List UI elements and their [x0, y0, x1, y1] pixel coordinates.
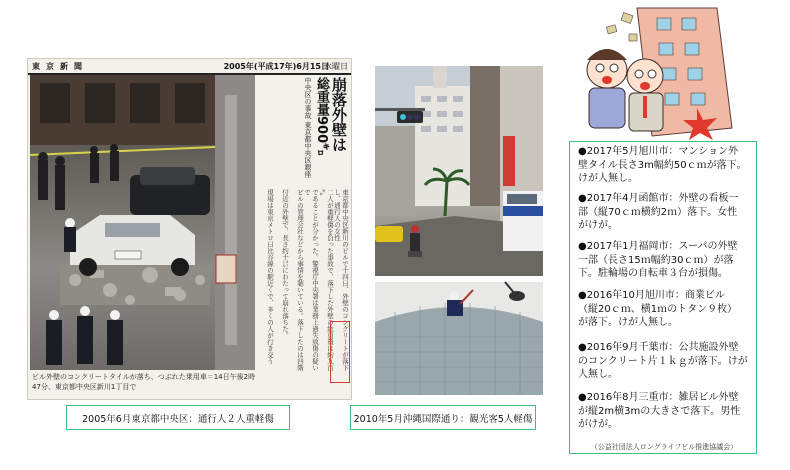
incident-line: ●2016年10月旭川市：商業ビル — [578, 290, 725, 301]
falling-tile-cartoon — [567, 8, 747, 141]
photo-caption: ビル外壁のコンクリートタイルが落ち、つぶれた乗用車＝14日午後2時47分、東京都中央区新川1丁目で — [32, 373, 256, 391]
incident-item — [578, 391, 754, 432]
incident-line: がけが。 — [578, 419, 618, 430]
incident-line: ●2017年5月旭川市：マンション外 — [578, 146, 739, 157]
incident-line: ●2017年4月函館市：外壁の看板一 — [578, 193, 739, 204]
incident-line: がけが。 — [578, 220, 618, 231]
headline-sub: 総重量900㌔ — [314, 77, 329, 157]
article-column: ビルの管理会社などから事情を聴いている。落下したのは四階 — [296, 189, 304, 371]
incident-line: が落下。けが人無し。 — [578, 317, 678, 328]
newspaper-clipping — [27, 58, 352, 400]
article-column: 二人が重軽傷を負った事故で、落下した外壁の総重量は約九百㌔ — [318, 189, 334, 371]
highlight-box — [330, 321, 350, 383]
incident-line: のコンクリート片１ｋｇが落下。けが — [578, 355, 748, 367]
incident-item — [578, 289, 754, 330]
incident-line: 部（縦70ｃｍ横約2ｍ）落下。女性 — [578, 206, 738, 218]
caption-tokyo-2005: 2005年6月東京都中央区：通行人２人重軽傷 — [66, 405, 290, 430]
incident-line: ●2016年9月千葉市：公共施設外壁 — [578, 342, 739, 353]
incident-line: 人無し。 — [578, 369, 618, 380]
incident-line: が縦2m横3mの大きさで落下。男性 — [578, 405, 741, 417]
headline-main: 崩落外壁は — [330, 77, 348, 152]
incident-line: 一部（長さ15ｍ幅約30ｃｍ）が落 — [578, 254, 734, 266]
incident-item — [578, 145, 754, 186]
headline-block — [298, 77, 348, 187]
incident-list — [569, 141, 757, 454]
incident-line: （縦20ｃｍ、横1ｍのトタン９枚） — [578, 303, 738, 315]
caption-okinawa-2010: 2010年5月沖縄国際通り：観光客5人軽傷 — [350, 405, 536, 430]
newspaper-masthead — [28, 59, 351, 73]
incident-item — [578, 240, 754, 281]
incident-line: ●2017年1月福岡市：スーパの外壁 — [578, 241, 738, 252]
accident-photo — [30, 75, 255, 370]
incident-item — [578, 341, 754, 382]
okinawa-street-photo — [375, 66, 543, 276]
incident-line: けが人無し。 — [578, 173, 638, 184]
article-column: 現場は東京メトロ日比谷線の駅近くで、多くの人が行き交う — [266, 189, 274, 365]
wall-inspection-photo — [375, 282, 543, 395]
headline-kicker: 中央区の事故 東京都中央区銀座 — [304, 77, 312, 178]
article-column: 東京都中央区新川のビルで十四日、外壁のコンクリートが落下し、通行人の女性 — [333, 189, 349, 371]
article-column: であることが分かった。警視庁中央署は業務上過失致傷の疑いで — [303, 189, 319, 371]
incident-item — [578, 192, 754, 233]
incident-line: 下。駐輪場の自転車３台が損傷。 — [578, 268, 728, 279]
article-column: 付近の外壁で、長さ約十㍍にわたって崩れ落ちた。 — [281, 189, 289, 339]
masthead-day: 水曜日 — [324, 62, 348, 71]
masthead-date: 2005年(平成17年)6月15日 — [223, 62, 329, 71]
incident-line: ●2016年8月三重市：雑居ビル外壁 — [578, 392, 739, 403]
masthead-name: 東京新聞 — [32, 62, 88, 71]
incident-line: 壁タイル長さ3m幅約50ｃｍが落下。 — [578, 159, 747, 171]
source-credit: （公益社団法人ロングライフビル推進協議会） — [590, 443, 738, 451]
